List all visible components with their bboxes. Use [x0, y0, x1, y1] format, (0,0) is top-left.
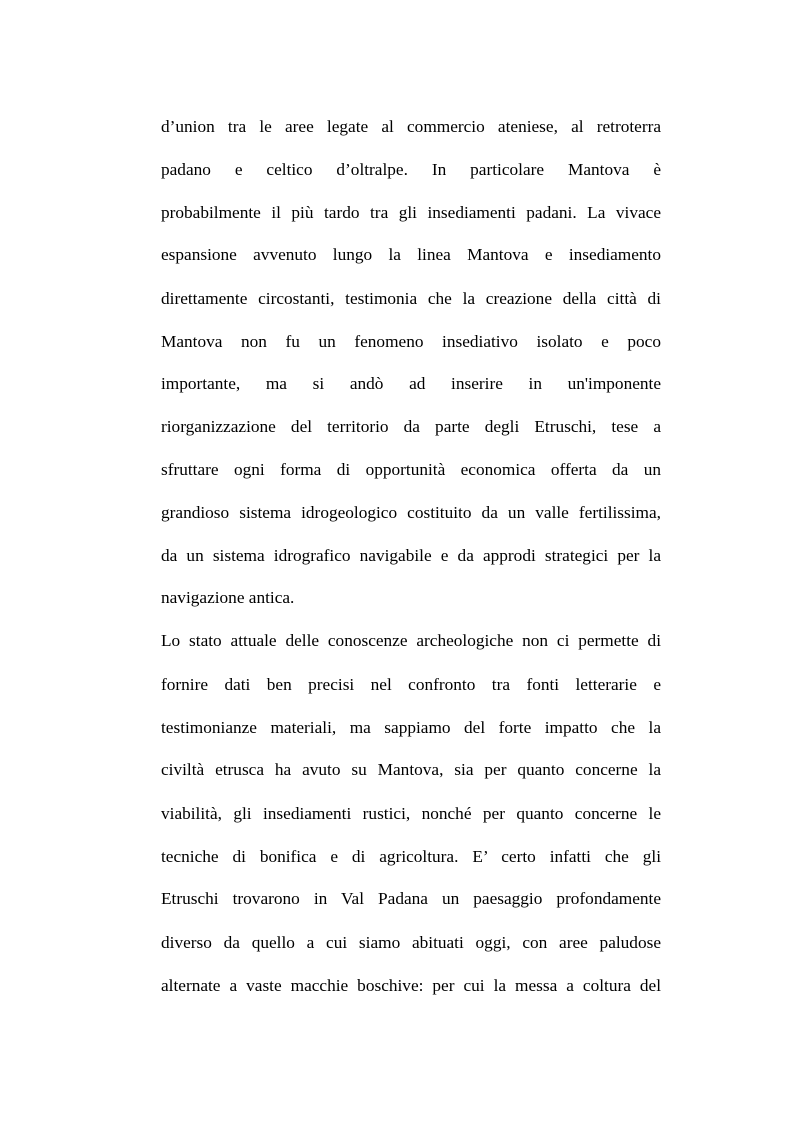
text-line: riorganizzazione del territorio da parte degli Etruschi, tese a [161, 417, 661, 436]
text-line: navigazione antica. [161, 588, 295, 607]
text-line: diverso da quello a cui siamo abituati oggi, con aree paludose [161, 933, 661, 952]
text-line: grandioso sistema idrogeologico costituito da un valle fertilissima, [161, 503, 661, 522]
text-line: sfruttare ogni forma di opportunità economica offerta da un [161, 460, 661, 479]
text-line: espansione avvenuto lungo la linea Mantova e insediamento [161, 245, 661, 264]
text-line: padano e celtico d’oltralpe. In particolare Mantova è [161, 160, 661, 179]
text-line: da un sistema idrografico navigabile e da approdi strategici per la [161, 546, 661, 565]
text-line: viabilità, gli insediamenti rustici, nonché per quanto concerne le [161, 804, 661, 823]
text-line: tecniche di bonifica e di agricoltura. E’ certo infatti che gli [161, 847, 661, 866]
text-line: direttamente circostanti, testimonia che la creazione della città di [161, 289, 661, 308]
text-line: Mantova non fu un fenomeno insediativo isolato e poco [161, 332, 661, 351]
text-line: alternate a vaste macchie boschive: per cui la messa a coltura del [161, 976, 661, 995]
text-line: d’union tra le aree legate al commercio ateniese, al retroterra [161, 117, 661, 136]
text-line: probabilmente il più tardo tra gli insediamenti padani. La vivace [161, 203, 661, 222]
text-line: Lo stato attuale delle conoscenze archeologiche non ci permette di [161, 631, 661, 650]
text-line: civiltà etrusca ha avuto su Mantova, sia per quanto concerne la [161, 760, 661, 779]
text-line: importante, ma si andò ad inserire in un'imponente [161, 374, 661, 393]
text-line: fornire dati ben precisi nel confronto tra fonti letterarie e [161, 675, 661, 694]
text-line: Etruschi trovarono in Val Padana un paesaggio profondamente [161, 889, 661, 908]
text-line: testimonianze materiali, ma sappiamo del forte impatto che la [161, 718, 661, 737]
